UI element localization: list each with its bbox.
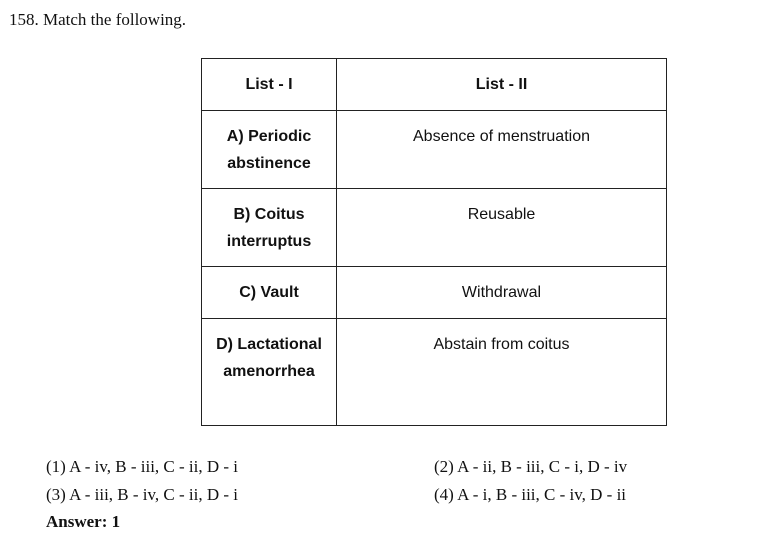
question-title: 158. Match the following. bbox=[9, 10, 187, 29]
list2-item-ii: Reusable bbox=[337, 189, 667, 267]
option-4: (4) A - i, B - iii, C - iv, D - ii bbox=[434, 485, 627, 504]
table-row bbox=[202, 267, 667, 319]
list1-item-a: A) Periodic abstinence bbox=[202, 111, 337, 189]
table-header-row bbox=[202, 59, 667, 111]
table-row bbox=[202, 111, 667, 189]
list1-item-d: D) Lactational amenorrhea bbox=[202, 319, 337, 426]
table-row bbox=[202, 319, 667, 426]
answer-label: Answer: 1 bbox=[46, 512, 121, 531]
match-table bbox=[201, 58, 667, 426]
list1-item-b: B) Coitus interruptus bbox=[202, 189, 337, 267]
header-list-1: List - I bbox=[202, 59, 337, 111]
list2-item-iv: Abstain from coitus bbox=[337, 319, 667, 426]
list1-item-c: C) Vault bbox=[202, 267, 337, 319]
header-list-2: List - II bbox=[337, 59, 667, 111]
table-row bbox=[202, 189, 667, 267]
answer-options bbox=[46, 453, 686, 535]
option-3: (3) A - iii, B - iv, C - ii, D - i bbox=[46, 485, 239, 504]
option-2: (2) A - ii, B - iii, C - i, D - iv bbox=[434, 457, 628, 476]
list2-item-i: Absence of menstruation bbox=[337, 111, 667, 189]
list2-item-iii: Withdrawal bbox=[337, 267, 667, 319]
option-1: (1) A - iv, B - iii, C - ii, D - i bbox=[46, 457, 239, 476]
options-row-2 bbox=[46, 481, 686, 509]
options-row-1 bbox=[46, 453, 686, 481]
